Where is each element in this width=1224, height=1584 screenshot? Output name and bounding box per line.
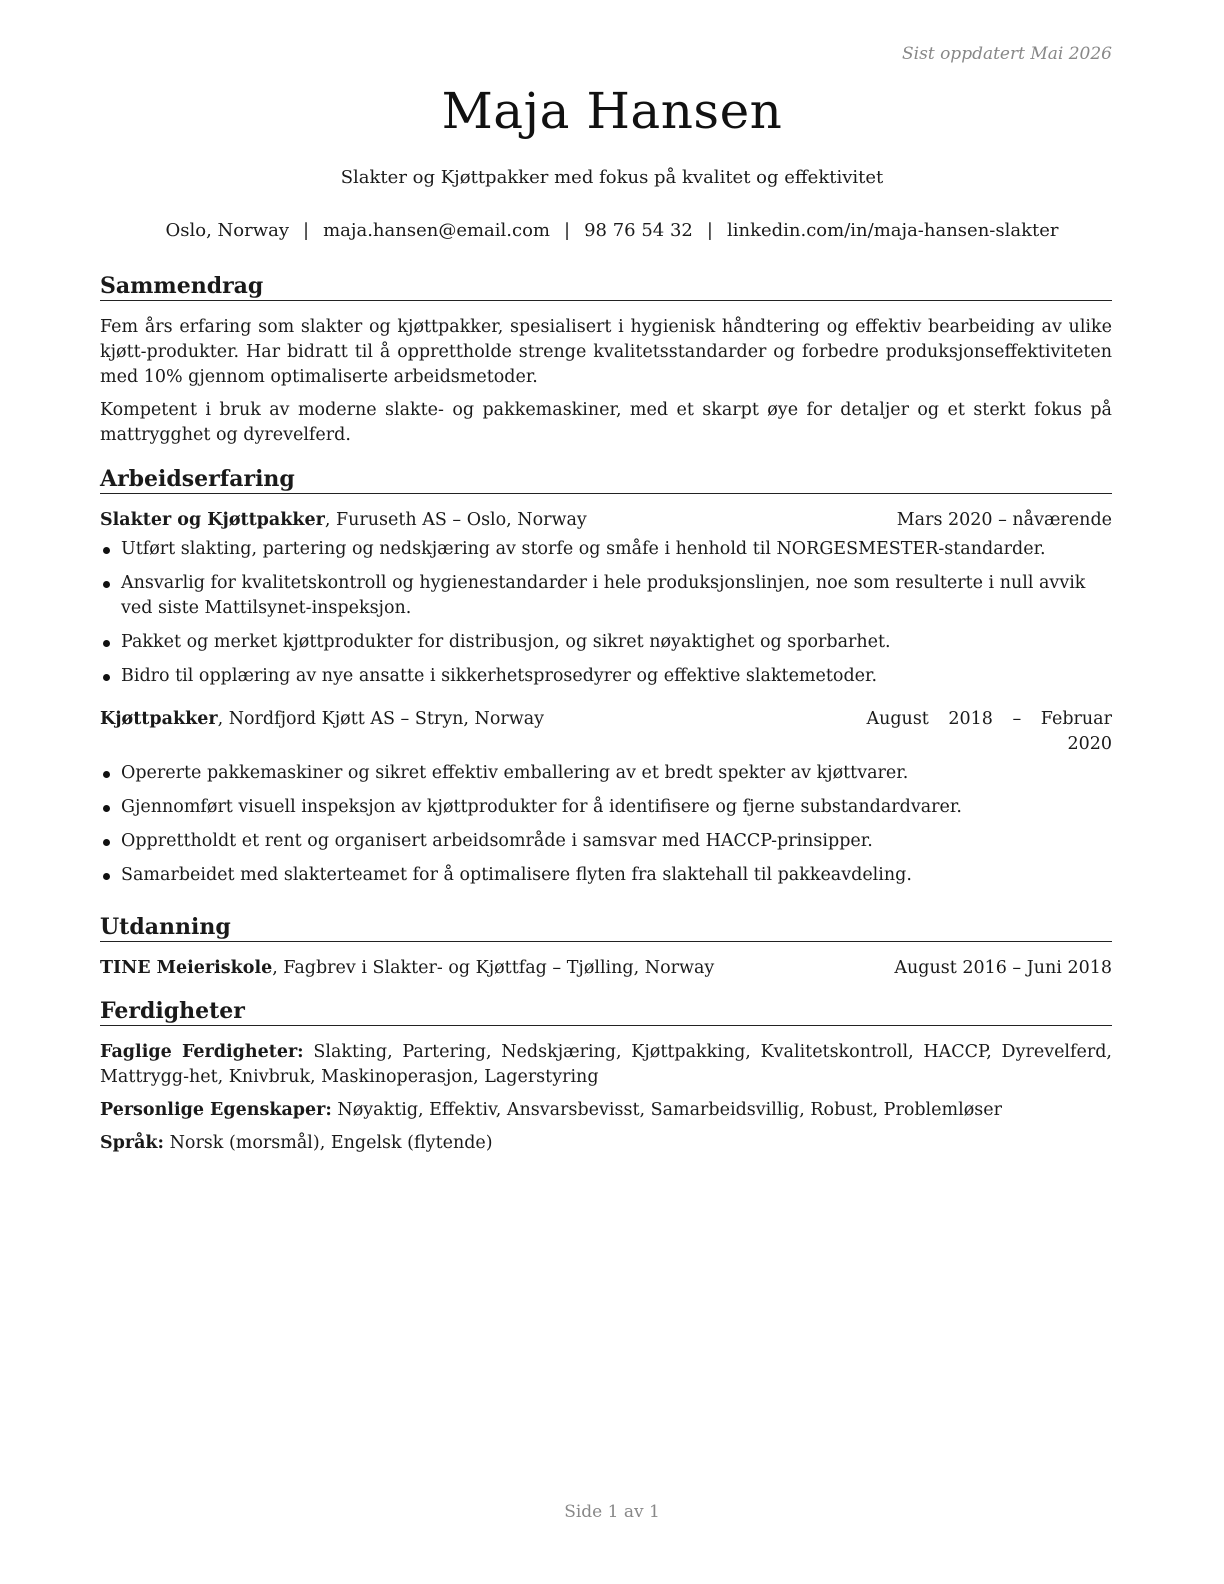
experience-section <box>100 465 1112 897</box>
job-header <box>100 508 1112 533</box>
job-title-line <box>100 508 587 533</box>
job-role: Kjøttpakker <box>100 709 218 729</box>
education-detail: , Fagbrev i Slakter- og Kjøttfag – Tjølling, Norway <box>272 958 715 978</box>
skill-label: Personlige Egenskaper: <box>100 1100 332 1120</box>
skill-line <box>100 1040 1112 1090</box>
list-item: Gjennomført visuell inspeksjon av kjøttprodukter for å identifisere og fjerne substandardvarer. <box>100 795 1112 820</box>
tagline: Slakter og Kjøttpakker med fokus på kvalitet og effektivitet <box>340 167 884 188</box>
contact-location: Oslo, Norway <box>165 220 290 241</box>
contact-line <box>0 220 1224 241</box>
list-item: Pakket og merket kjøttprodukter for distribusjon, og sikret nøyaktighet og sporbarhet. <box>100 630 1112 655</box>
section-title-education: Utdanning <box>100 913 1112 942</box>
job-dates <box>866 707 1112 757</box>
section-title-skills: Ferdigheter <box>100 997 1112 1026</box>
skill-value: Slakting, Partering, Nedskjæring, Kjøttpakking, Kvalitetskontroll, HACCP, Dyrevelferd, Mattrygg-het, Knivbruk, Maskinoperasjon, Lagerstyring <box>100 1042 1112 1087</box>
skill-label: Språk: <box>100 1133 165 1153</box>
contact-separator: | <box>303 220 310 241</box>
skill-line <box>100 1131 1112 1156</box>
job-employer: , Furuseth AS – Oslo, Norway <box>324 510 587 530</box>
contact-separator: | <box>564 220 571 241</box>
summary-section <box>100 272 1112 448</box>
job-bullets <box>100 761 1112 888</box>
list-item: Opprettholdt et rent og organisert arbeidsområde i samsvar med HACCP-prinsipper. <box>100 829 1112 854</box>
contact-separator: | <box>706 220 713 241</box>
section-title-experience: Arbeidserfaring <box>100 465 1112 494</box>
education-dates: August 2016 – Juni 2018 <box>894 958 1112 978</box>
skill-line <box>100 1098 1112 1123</box>
list-item: Samarbeidet med slakterteamet for å optimalisere flyten fra slaktehall til pakkeavdeling. <box>100 863 1112 888</box>
education-school: TINE Meieriskole <box>100 958 273 978</box>
skill-label: Faglige Ferdigheter: <box>100 1042 304 1062</box>
last-updated: Sist oppdatert Mai 2026 <box>902 44 1112 64</box>
list-item: Opererte pakkemaskiner og sikret effektiv emballering av et bredt spekter av kjøttvarer. <box>100 761 1112 786</box>
skill-value: Nøyaktig, Effektiv, Ansvarsbevisst, Samarbeidsvillig, Robust, Problemløser <box>331 1100 1002 1120</box>
education-entry <box>100 956 1112 981</box>
job-dates-line: August 2018 – Februar <box>866 709 1112 729</box>
list-item: Ansvarlig for kvalitetskontroll og hygienestandarder i hele produksjonslinjen, noe som resulterte i null avvik ved siste Mattilsynet-inspeksjon. <box>100 571 1112 621</box>
job-dates-line: 2020 <box>1067 734 1112 754</box>
summary-paragraph: Kompetent i bruk av moderne slakte- og pakkemaskiner, med et skarpt øye for detaljer og et sterkt fokus på mattrygghet og dyrevelferd. <box>100 400 1112 445</box>
page-number: Side 1 av 1 <box>564 1502 660 1522</box>
contact-email[interactable]: maja.hansen@email.com <box>323 220 551 241</box>
education-school-line <box>100 956 714 981</box>
section-title-summary: Sammendrag <box>100 272 1112 301</box>
candidate-name: Maja Hansen <box>441 82 783 140</box>
list-item: Utført slakting, partering og nedskjæring av storfe og småfe i henhold til NORGESMESTER-standarder. <box>100 537 1112 562</box>
contact-phone: 98 76 54 32 <box>584 220 693 241</box>
job-role: Slakter og Kjøttpakker <box>100 510 325 530</box>
summary-paragraph: Fem års erfaring som slakter og kjøttpakker, spesialisert i hygienisk håndtering og effektiv bearbeiding av ulike kjøtt-produkter. Har bidratt til å opprettholde strenge kvalitetsstandarder og forbedre produksjonseffektiviteten med 10% gjennom optimaliserte arbeidsmetoder. <box>100 317 1112 387</box>
job-title-line <box>100 707 544 757</box>
education-section <box>100 913 1112 981</box>
skill-value: Norsk (morsmål), Engelsk (flytende) <box>164 1133 493 1153</box>
job-employer: , Nordfjord Kjøtt AS – Stryn, Norway <box>217 709 545 729</box>
job-dates: Mars 2020 – nåværende <box>896 510 1112 530</box>
skills-section <box>100 997 1112 1156</box>
list-item: Bidro til opplæring av nye ansatte i sikkerhetsprosedyrer og effektive slaktemetoder. <box>100 664 1112 689</box>
contact-linkedin[interactable]: linkedin.com/in/maja-hansen-slakter <box>726 220 1059 241</box>
job-bullets <box>100 537 1112 689</box>
job-header <box>100 707 1112 757</box>
